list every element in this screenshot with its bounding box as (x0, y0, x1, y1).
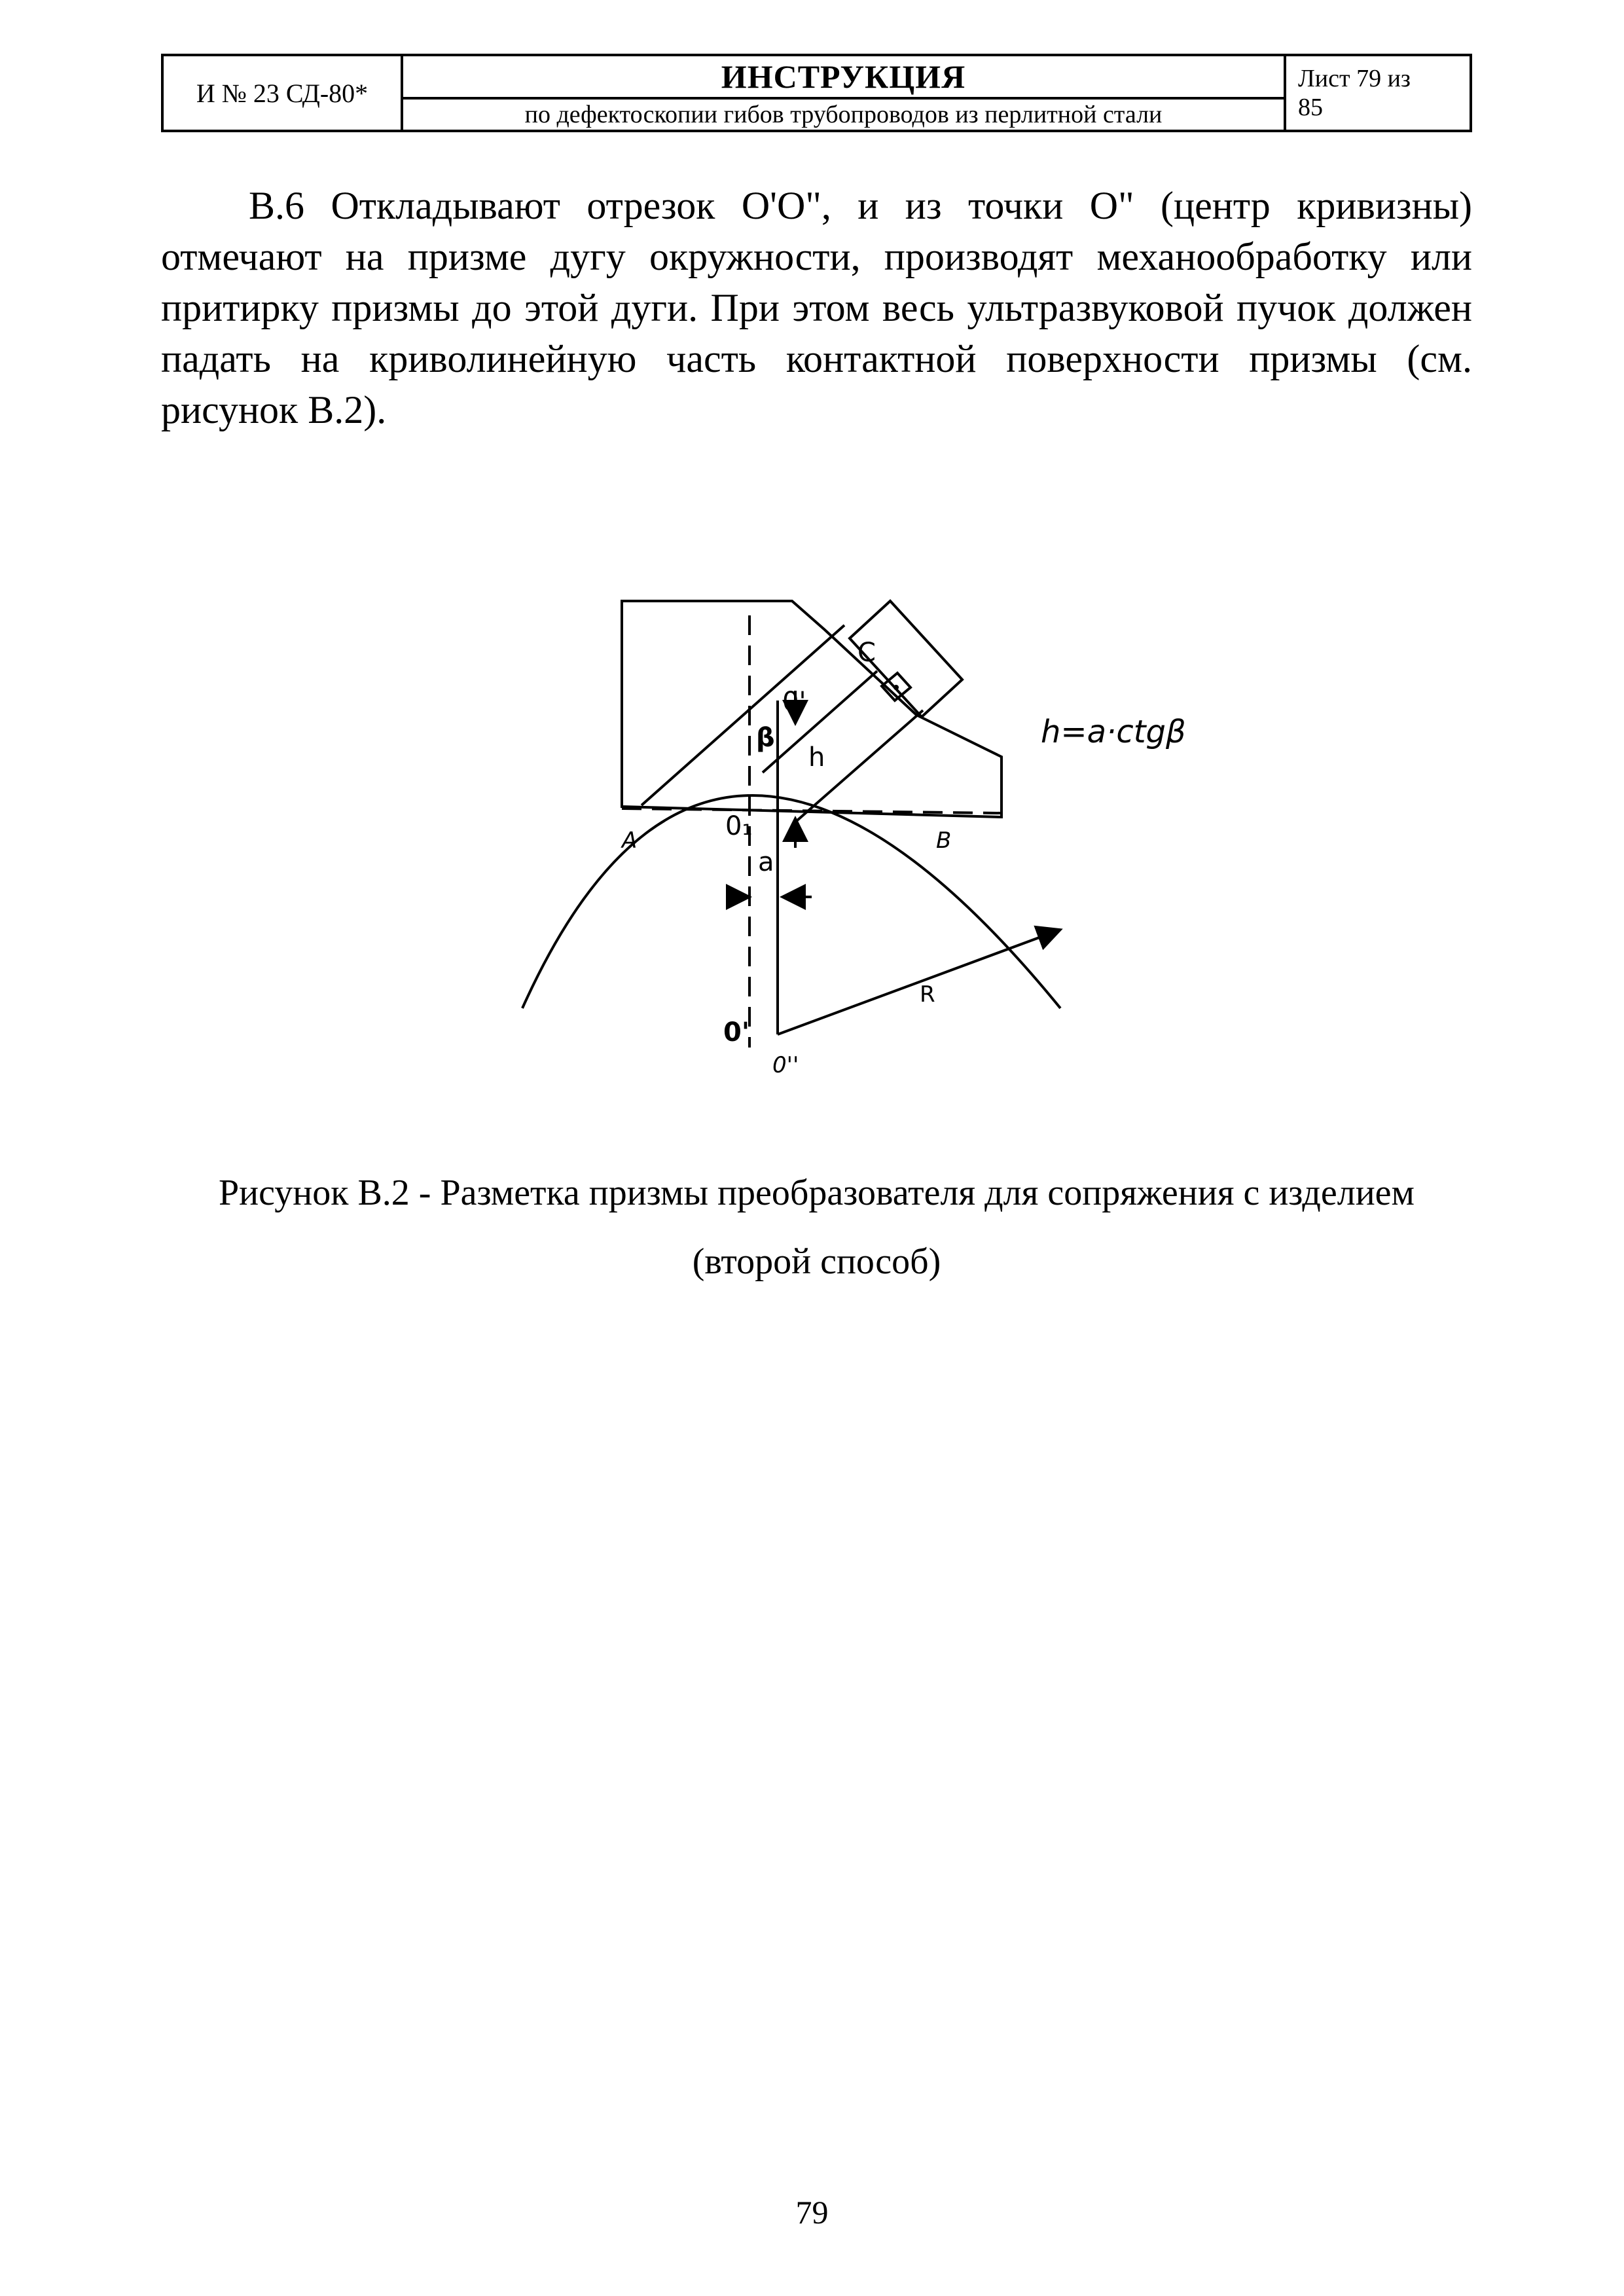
prism-outline (622, 601, 1001, 817)
label-o: 0' (723, 1017, 750, 1048)
label-beta: β (756, 723, 775, 753)
doc-code: И № 23 СД-80* (164, 56, 403, 130)
label-r: R (920, 981, 935, 1008)
label-c: C (857, 638, 876, 668)
label-o-prime: 0' (782, 687, 806, 717)
transducer-dot (893, 685, 899, 690)
product-arc (522, 795, 1060, 1008)
label-o1: 0₁ (725, 811, 753, 841)
doc-subtitle: по дефектоскопии гибов трубопроводов из перлитной стали (524, 101, 1163, 128)
page-number: 79 (795, 2194, 829, 2231)
beam-line-left (641, 625, 844, 805)
sheet-line-2: 85 (1298, 94, 1323, 121)
body-paragraph: В.6 Откладывают отрезок О'О", и из точки О" (центр кривизны) отмечают на призме дугу окружности, производят механообработку или притирку призмы до этой дуги. При этом весь ультразвуковой пучок должен падать на криволинейную часть контактной поверхности призмы (см. рисунок В.2). (161, 184, 1472, 431)
figure-b2 (517, 583, 1237, 1093)
figure-caption-line-2: (второй способ) (692, 1241, 941, 1282)
label-h: h (808, 742, 825, 773)
label-a: a (758, 847, 774, 877)
header-center (403, 56, 1286, 130)
doc-title: ИНСТРУКЦИЯ (403, 56, 1284, 100)
document-header (161, 54, 1472, 132)
label-o-double: 0'' (772, 1052, 799, 1078)
figure-caption-line-1: Рисунок В.2 - Разметка призмы преобразователя для сопряжения с изделием (219, 1173, 1415, 1213)
label-a-point: A (622, 828, 638, 854)
label-b-point: B (936, 828, 952, 854)
formula: h=a·ctgβ (1041, 714, 1186, 750)
sheet-info (1286, 56, 1470, 130)
radius-line (778, 930, 1060, 1034)
sheet-line-1: Лист 79 из (1298, 65, 1411, 92)
prism-diagram (517, 583, 1237, 1093)
